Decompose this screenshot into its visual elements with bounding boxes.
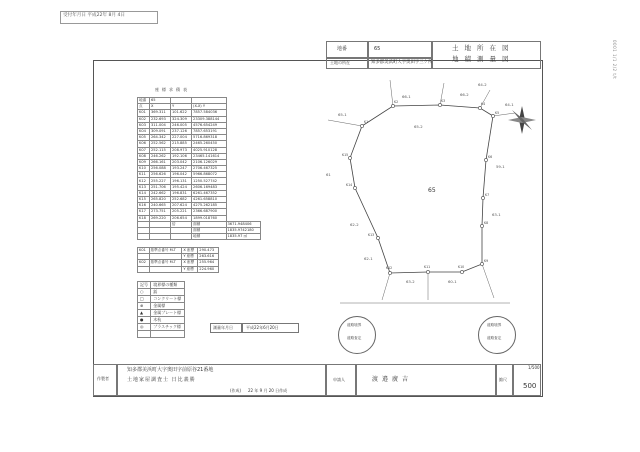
table-cell: 2106.126029 <box>192 159 226 165</box>
parcel-plot <box>310 78 538 308</box>
boundary-point <box>360 124 363 127</box>
table-cell: K13 <box>138 184 150 190</box>
header-no-label: 地番 <box>337 46 348 52</box>
table-cell: 7857.653191 <box>192 128 226 134</box>
boundary-point <box>353 186 356 189</box>
neighbor-label: 59-1 <box>496 164 505 169</box>
table-cell: 3671.948406 <box>226 221 260 227</box>
table-cell: 237.126 <box>171 128 192 134</box>
legend-row <box>138 303 185 310</box>
table-cell: 273.751 <box>149 209 170 215</box>
header-title-1: 土地所在図 <box>452 44 515 52</box>
legend-cell: 記号 <box>138 282 151 289</box>
table-cell: Y <box>171 104 192 110</box>
table-row <box>138 153 261 159</box>
table-row <box>138 141 261 147</box>
legend-cell: □ <box>138 296 151 303</box>
table-cell: 2606.169483 <box>192 184 226 190</box>
left-stamp-bottom: 道路査定 <box>347 336 362 340</box>
table-row <box>138 166 261 172</box>
legend-cell: ○ <box>138 289 151 296</box>
table-cell: 324.309 <box>171 116 192 122</box>
legend-cell: 金属プレート標 <box>151 310 185 317</box>
table-cell: 255.227 <box>149 178 170 184</box>
point-label: K1 <box>364 120 369 124</box>
neighbor-line <box>482 264 494 298</box>
parcel-number: 65 <box>428 187 436 194</box>
table-cell: K08 <box>138 153 150 159</box>
table-cell: 255.964 <box>198 260 219 266</box>
table-cell: 252.562 <box>149 141 170 147</box>
table-cell <box>138 234 150 240</box>
legend-row <box>138 331 185 338</box>
table-cell: Y 座標 <box>182 254 198 260</box>
table-cell: 2465.260450 <box>192 141 226 147</box>
boundary-point <box>438 103 441 106</box>
table-cell: Y 座標 <box>182 266 198 272</box>
table-cell: 309.091 <box>149 128 170 134</box>
boundary-point <box>391 104 394 107</box>
table-cell: K02 <box>138 260 150 266</box>
table-cell: 196.042 <box>171 172 192 178</box>
table-cell: K11 <box>138 172 150 178</box>
table-cell: K04 <box>138 128 150 134</box>
table-cell: 311.004 <box>149 122 170 128</box>
boundary-point <box>388 271 391 274</box>
neighbor-label: 63-2 <box>406 279 415 284</box>
table-row <box>138 197 261 203</box>
point-label: K10 <box>458 265 465 269</box>
legend-cell: コンクリート標 <box>151 296 185 303</box>
table-cell: 232.693 <box>149 116 170 122</box>
header-location-value: 知多郡美浜町大字奥田字三ケ所 <box>371 60 433 65</box>
point-label: K12 <box>386 266 393 270</box>
table-cell: 215.885 <box>171 141 192 147</box>
boundary-legend-table <box>137 281 185 338</box>
footer-scale-label: 縮尺 <box>499 377 507 382</box>
neighbor-label: 60-1 <box>448 279 457 284</box>
table-cell: 地番 <box>138 98 150 104</box>
table-cell: 6261.467352 <box>192 190 226 196</box>
boundary-point <box>426 270 429 273</box>
table-cell <box>149 266 182 272</box>
legend-cell: ● <box>138 317 151 324</box>
table-cell: 256.626 <box>149 172 170 178</box>
footer-scale-fraction: 1/500 <box>528 365 540 370</box>
table-row <box>138 203 261 209</box>
table-cell: 207.624 <box>171 203 192 209</box>
point-label: K6 <box>488 155 493 159</box>
table-cell: 246.005 <box>171 122 192 128</box>
table-cell: 101.622 <box>171 110 192 116</box>
table-cell: K10 <box>138 166 150 172</box>
table-summary-row <box>138 234 261 240</box>
table-cell: X 座標 <box>182 260 198 266</box>
footer-applicant-label: 作製者 <box>97 376 109 381</box>
boundary-point <box>376 236 379 239</box>
table-cell: 面積 <box>192 227 226 233</box>
legend-cell: ◎ <box>138 324 151 331</box>
table-cell: K14 <box>138 190 150 196</box>
table-cell: 269.220 <box>149 215 170 221</box>
table-cell: K06 <box>138 141 150 147</box>
receipt-stamp-text: 受付年月日 平成22年 8月 4日 <box>63 13 126 18</box>
table-cell: K18 <box>138 215 150 221</box>
table-cell: 203.042 <box>171 159 192 165</box>
reference-row <box>138 266 219 272</box>
legend-cell <box>151 331 185 338</box>
table-cell: 246.262 <box>149 153 170 159</box>
footer-surveyor: 土地家屋調査士 日比義勝 <box>127 377 196 383</box>
table-cell: 208.973 <box>171 147 192 153</box>
table-cell: 206.654 <box>171 215 192 221</box>
table-cell: K15 <box>138 197 150 203</box>
footer-owner-label: 申請人 <box>333 377 345 382</box>
table-cell: 23309.388144 <box>192 116 226 122</box>
table-cell: 252.115 <box>149 147 170 153</box>
coord-table-title: 座標求積表 <box>155 87 190 92</box>
legend-cell: ▲ <box>138 310 151 317</box>
table-row <box>138 147 261 153</box>
table-cell: 基準点番号 M-T <box>149 260 182 266</box>
table-cell: 240.665 <box>149 203 170 209</box>
table-cell: 264.342 <box>149 135 170 141</box>
table-cell: K16 <box>138 203 150 209</box>
table-row <box>138 209 261 215</box>
legend-row <box>138 289 185 296</box>
point-label: K3 <box>441 99 446 103</box>
table-cell: 256.088 <box>149 166 170 172</box>
legend-cell: ⊕ <box>138 303 151 310</box>
table-cell <box>149 234 170 240</box>
footer-owner-value: 渡邉廣吉 <box>372 376 413 383</box>
header-title-2: 地積測量図 <box>452 55 515 63</box>
table-cell: X 座標 <box>182 248 198 254</box>
table-row <box>138 116 261 122</box>
boundary-point <box>348 156 351 159</box>
table-row <box>138 128 261 134</box>
boundary-point <box>460 270 463 273</box>
neighbor-label: 66-1 <box>402 94 411 99</box>
table-row <box>138 122 261 128</box>
table-cell: 23465.141614 <box>192 153 226 159</box>
neighbor-line <box>390 80 393 106</box>
right-boundary-stamp <box>478 316 516 354</box>
table-cell: 369.311 <box>149 110 170 116</box>
table-cell: 290.473 <box>198 248 219 254</box>
vertical-margin-note: 0001 1/1 2/2 t/t <box>612 40 617 80</box>
neighbor-label: 61 <box>326 172 331 177</box>
footer-scale-big: 500 <box>523 382 537 390</box>
table-row <box>138 159 261 165</box>
table-cell: 5966.868072 <box>192 172 226 178</box>
footer-date-value: 22 年 9 月 20 日作成 <box>248 388 288 393</box>
table-cell <box>138 266 150 272</box>
table-row <box>138 184 261 190</box>
point-label: K4 <box>481 102 486 106</box>
table-cell: 265.820 <box>149 197 170 203</box>
neighbor-label: 65-2 <box>414 124 423 129</box>
boundary-point <box>478 106 481 109</box>
table-cell: 224.960 <box>198 266 219 272</box>
parcel-boundary <box>350 105 493 273</box>
table-cell: K09 <box>138 159 150 165</box>
table-cell: 1899.018760 <box>192 215 226 221</box>
table-cell: 1250.527742 <box>192 178 226 184</box>
table-cell: 4025.910128 <box>192 147 226 153</box>
legend-cell: 鋲 <box>151 289 185 296</box>
table-cell: K07 <box>138 147 150 153</box>
table-cell: 7857.584036 <box>192 110 226 116</box>
table-cell: K01 <box>138 110 150 116</box>
table-cell: (X-X) Y <box>192 104 226 110</box>
table-cell: 193.247 <box>171 166 192 172</box>
legend-row <box>138 317 185 324</box>
legend-row <box>138 324 185 331</box>
neighbor-label: 64-2 <box>478 82 487 87</box>
table-cell: 251.706 <box>149 184 170 190</box>
table-cell: K17 <box>138 209 150 215</box>
table-row <box>138 178 261 184</box>
point-label: K14 <box>346 183 353 187</box>
table-cell: 195.424 <box>171 184 192 190</box>
neighbor-line <box>382 273 390 300</box>
table-cell: 263.616 <box>198 254 219 260</box>
left-boundary-stamp <box>338 316 376 354</box>
table-cell: 242.662 <box>149 190 170 196</box>
neighbor-label: 63-1 <box>492 212 501 217</box>
survey-date-label: 測量年月日 <box>213 325 233 330</box>
right-stamp-top: 道路境界 <box>487 323 502 327</box>
table-cell: 1835.97 ㎡ <box>226 234 260 240</box>
point-label: K7 <box>485 193 490 197</box>
table-cell: 面積 <box>192 221 226 227</box>
point-label: K11 <box>424 265 431 269</box>
table-cell: 65 <box>149 98 170 104</box>
header-location-label: 土地の所在 <box>330 60 350 65</box>
table-cell: K03 <box>138 122 150 128</box>
left-stamp-top: 道路境界 <box>347 323 362 327</box>
legend-cell: 金属標 <box>151 303 185 310</box>
table-cell: 4275.262185 <box>192 203 226 209</box>
right-stamp-bottom: 道路査定 <box>487 336 502 340</box>
table-cell: 252.682 <box>171 197 192 203</box>
point-label: K2 <box>394 100 399 104</box>
table-cell: 基準点番号 M-T <box>149 248 182 254</box>
north-arrow-icon <box>506 104 538 136</box>
footer-address: 知多郡美浜町大字奥田字前原谷21番地 <box>127 367 214 373</box>
table-cell: K02 <box>138 116 150 122</box>
table-cell: 点 <box>138 104 150 110</box>
table-cell: 266.161 <box>149 159 170 165</box>
legend-cell: プラスチック標 <box>151 324 185 331</box>
reference-table <box>137 247 219 273</box>
table-row <box>138 110 261 116</box>
coord-table <box>137 97 261 240</box>
point-label: K15 <box>342 153 349 157</box>
neighbor-label: 62-2 <box>350 222 359 227</box>
table-cell: K12 <box>138 178 150 184</box>
legend-cell: 境界標の種類 <box>151 282 185 289</box>
neighbor-label: 64-1 <box>505 102 514 107</box>
neighbor-label: 62-1 <box>364 256 373 261</box>
table-cell: 227.004 <box>171 135 192 141</box>
table-cell: 2706.467325 <box>192 166 226 172</box>
table-cell: 5716.869318 <box>192 135 226 141</box>
neighbor-label: 65-1 <box>338 112 347 117</box>
table-cell: 196.131 <box>171 178 192 184</box>
table-cell: 2366.687900 <box>192 209 226 215</box>
table-cell <box>171 234 192 240</box>
table-cell: 196.831 <box>171 190 192 196</box>
point-label: K8 <box>484 221 489 225</box>
neighbor-line <box>328 120 362 126</box>
footer-date-label: (作成) <box>230 388 242 393</box>
table-cell: X <box>149 104 170 110</box>
table-cell: 4576.654249 <box>192 122 226 128</box>
table-cell: K05 <box>138 135 150 141</box>
table-cell: 192.106 <box>171 153 192 159</box>
legend-cell: 木杭 <box>151 317 185 324</box>
header-no-value: 65 <box>374 46 381 52</box>
table-cell: 地積 <box>192 234 226 240</box>
table-cell: 1835.9742180 <box>226 227 260 233</box>
table-row <box>138 135 261 141</box>
point-label: K5 <box>495 111 500 115</box>
point-label: K13 <box>368 233 375 237</box>
legend-header-row <box>138 282 185 289</box>
table-cell: 倍 <box>171 221 192 227</box>
legend-row <box>138 310 185 317</box>
table-cell: K01 <box>138 248 150 254</box>
point-label: K9 <box>484 259 489 263</box>
legend-cell <box>138 331 151 338</box>
table-row <box>138 190 261 196</box>
table-cell: 205.221 <box>171 209 192 215</box>
table-row <box>138 172 261 178</box>
survey-date-value: 平成22年6月20日 <box>246 325 279 330</box>
table-cell: 4261.658810 <box>192 197 226 203</box>
legend-row <box>138 296 185 303</box>
neighbor-label: 66-2 <box>460 92 469 97</box>
